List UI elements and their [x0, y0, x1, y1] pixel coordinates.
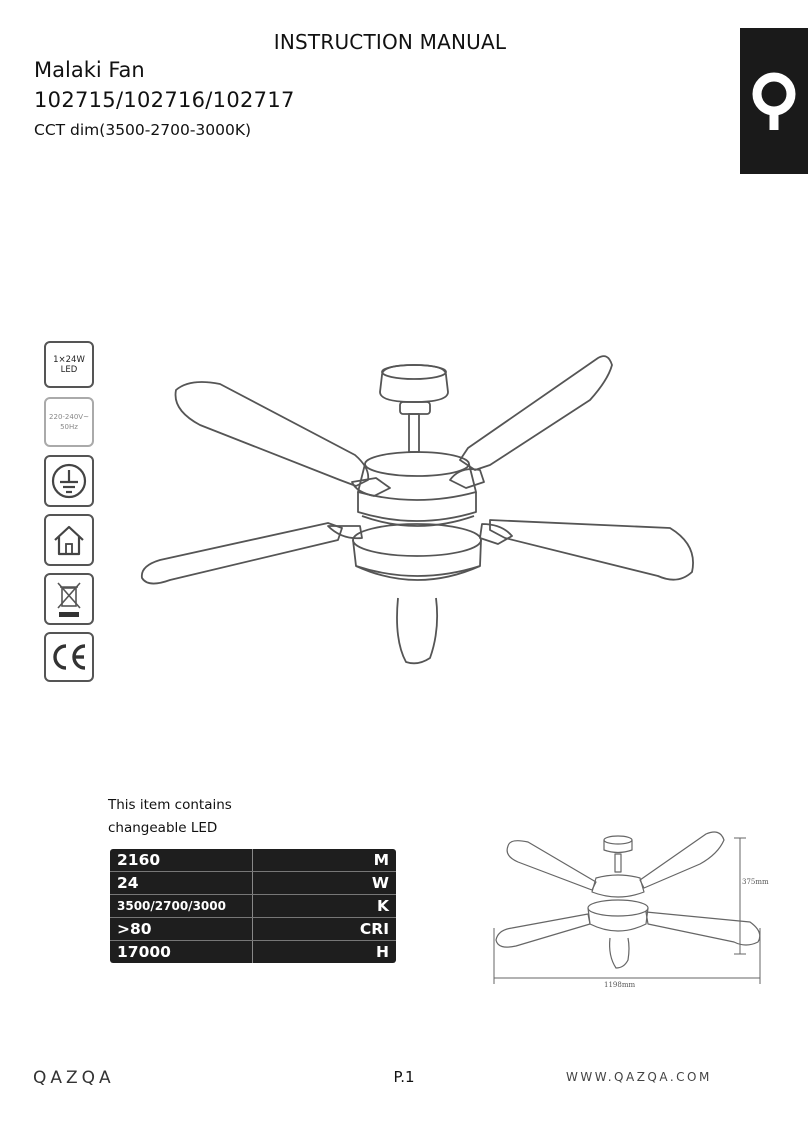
product-codes: 102715/102716/102717: [34, 88, 295, 112]
spec-unit-hours: H: [376, 943, 389, 961]
voltage-line-2: 50Hz: [60, 423, 78, 431]
table-row: [110, 849, 396, 872]
changeable-led-note: [108, 794, 232, 840]
table-row: [110, 918, 396, 941]
dimension-width-label: 1198mm: [604, 981, 636, 989]
table-row: [110, 872, 396, 895]
dimension-height-label: 375mm: [742, 878, 769, 886]
spec-value-lumen: 2160: [110, 849, 253, 872]
note-line-2: changeable LED: [108, 820, 218, 836]
energy-spec-table: [110, 849, 396, 963]
spec-value-watt: 24: [110, 872, 253, 895]
led-rating-line-2: LED: [60, 364, 78, 375]
table-row: [110, 895, 396, 918]
note-line-1: This item contains: [108, 797, 232, 813]
voltage-rating-icon: [44, 397, 94, 447]
spec-unit-kelvin: K: [253, 895, 397, 918]
brand-logo: [740, 28, 808, 174]
spec-value-kelvin: 3500/2700/3000: [110, 895, 253, 918]
footer-website: WWW.QAZQA.COM: [566, 1070, 712, 1084]
spec-unit-lumen: M: [253, 849, 397, 872]
qazqa-q-logo-icon: [740, 28, 808, 174]
fan-dimension-illustration: [488, 828, 788, 998]
footer-brand-logo: QAZQA: [33, 1068, 115, 1088]
voltage-line-1: 220-240V~: [49, 413, 89, 421]
table-row: [110, 941, 396, 964]
ce-mark-icon: [44, 632, 94, 682]
spec-value-cri: >80: [110, 918, 253, 941]
ceiling-fan-illustration: [130, 340, 710, 670]
spec-value-hours: 17000: [110, 941, 253, 964]
weee-crossed-bin-icon: [44, 573, 94, 625]
spec-unit-watt: W: [253, 872, 397, 895]
led-rating-icon: [44, 341, 94, 388]
earth-ground-icon: [44, 455, 94, 507]
indoor-use-icon: [44, 514, 94, 566]
spec-unit-cri: CRI: [253, 918, 397, 941]
product-name: Malaki Fan: [34, 58, 145, 82]
page-number: P.1: [393, 1068, 415, 1086]
product-cct: CCT dim(3500-2700-3000K): [34, 121, 252, 139]
led-rating-line-1: 1×24W: [53, 354, 85, 365]
manual-title: INSTRUCTION MANUAL: [273, 30, 507, 54]
